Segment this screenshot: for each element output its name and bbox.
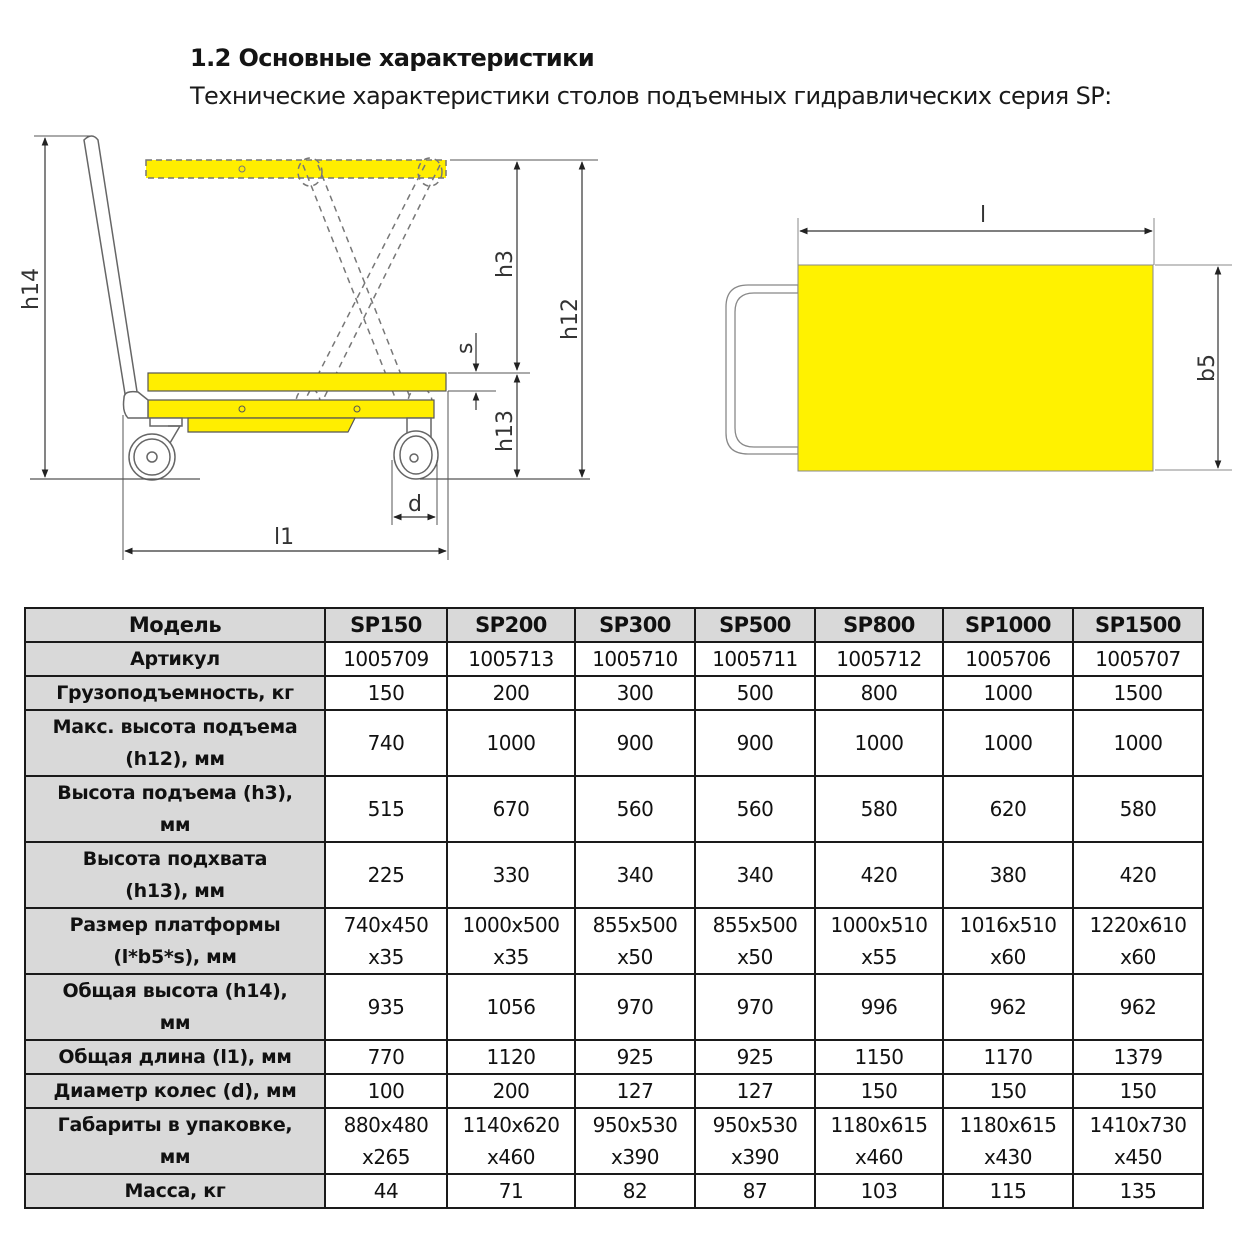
row-label-line: (h13), мм bbox=[125, 880, 225, 902]
cell-value: 1056 bbox=[486, 995, 536, 1019]
table-row bbox=[25, 908, 1203, 974]
cell-value: 87 bbox=[742, 1179, 768, 1203]
table-cell bbox=[325, 710, 447, 776]
cell-value: 1005706 bbox=[965, 647, 1051, 671]
label-h3: h3 bbox=[493, 250, 518, 278]
cell-value: 44 bbox=[373, 1179, 399, 1203]
table-cell bbox=[447, 1108, 575, 1174]
table-cell bbox=[815, 642, 943, 676]
table-cell bbox=[943, 974, 1073, 1040]
table-cell bbox=[1073, 908, 1203, 974]
table-cell bbox=[575, 974, 695, 1040]
table-cell bbox=[575, 776, 695, 842]
cell-value: 1500 bbox=[1113, 681, 1163, 705]
cell-value: 1005709 bbox=[343, 647, 429, 671]
table-cell bbox=[695, 1108, 815, 1174]
table-cell bbox=[447, 1040, 575, 1074]
header-model: SP1000 bbox=[943, 608, 1073, 642]
table-cell bbox=[325, 842, 447, 908]
table-cell bbox=[447, 776, 575, 842]
cell-value: 82 bbox=[622, 1179, 648, 1203]
handle bbox=[84, 136, 148, 418]
table-cell bbox=[943, 1040, 1073, 1074]
row-label-line: Грузоподъемность, кг bbox=[56, 682, 294, 704]
table-cell bbox=[815, 1040, 943, 1074]
base-frame bbox=[148, 400, 434, 418]
table-cell bbox=[447, 908, 575, 974]
table-header-row bbox=[25, 608, 1203, 642]
table-row bbox=[25, 642, 1203, 676]
label-l1: l1 bbox=[274, 525, 295, 550]
table-row bbox=[25, 974, 1203, 1040]
cell-value: 150 bbox=[989, 1079, 1027, 1103]
table-row bbox=[25, 676, 1203, 710]
table-row bbox=[25, 776, 1203, 842]
cell-value: x35 bbox=[368, 945, 404, 969]
table-cell bbox=[943, 842, 1073, 908]
row-label bbox=[25, 1108, 325, 1174]
table-cell bbox=[815, 710, 943, 776]
side-view bbox=[19, 136, 598, 560]
table-row bbox=[25, 1108, 1203, 1174]
top-handle bbox=[726, 285, 798, 454]
table-cell bbox=[1073, 1074, 1203, 1108]
cell-value: 950x530 bbox=[712, 1113, 798, 1137]
table-cell bbox=[325, 1040, 447, 1074]
cell-value: 1000x510 bbox=[830, 913, 928, 937]
cell-value: 1170 bbox=[983, 1045, 1033, 1069]
lift-table-diagram bbox=[0, 120, 1249, 580]
label-d: d bbox=[408, 492, 422, 517]
cell-value: 800 bbox=[860, 681, 898, 705]
row-label bbox=[25, 642, 325, 676]
cell-value: 127 bbox=[616, 1079, 654, 1103]
table-cell bbox=[1073, 1108, 1203, 1174]
table-cell bbox=[325, 676, 447, 710]
table-cell bbox=[943, 776, 1073, 842]
row-label bbox=[25, 710, 325, 776]
table-cell bbox=[1073, 776, 1203, 842]
row-label-line: (l*b5*s), мм bbox=[113, 946, 237, 968]
table-cell bbox=[943, 676, 1073, 710]
row-label-line: мм bbox=[159, 1146, 191, 1168]
table-cell bbox=[695, 710, 815, 776]
table-cell bbox=[1073, 676, 1203, 710]
raised-platform bbox=[146, 160, 446, 178]
cell-value: 340 bbox=[736, 863, 774, 887]
row-label-line: Артикул bbox=[130, 648, 220, 670]
cell-value: 620 bbox=[989, 797, 1027, 821]
header-model: SP800 bbox=[815, 608, 943, 642]
header-model: SP1500 bbox=[1073, 608, 1203, 642]
cell-value: 420 bbox=[1119, 863, 1157, 887]
cell-value: 950x530 bbox=[592, 1113, 678, 1137]
table-cell bbox=[325, 1074, 447, 1108]
table-cell bbox=[447, 676, 575, 710]
row-label bbox=[25, 1074, 325, 1108]
table-cell bbox=[1073, 642, 1203, 676]
cell-value: x450 bbox=[1113, 1145, 1162, 1169]
row-label-line: Габариты в упаковке, bbox=[57, 1114, 293, 1136]
row-label-line: Общая высота (h14), bbox=[62, 980, 288, 1002]
cell-value: 970 bbox=[616, 995, 654, 1019]
label-l: l bbox=[980, 203, 987, 228]
cell-value: 150 bbox=[1119, 1079, 1157, 1103]
cell-value: 330 bbox=[492, 863, 530, 887]
row-label bbox=[25, 908, 325, 974]
cell-value: 970 bbox=[736, 995, 774, 1019]
spec-table bbox=[24, 607, 1204, 1209]
table-cell bbox=[1073, 1174, 1203, 1208]
cell-value: 1005713 bbox=[468, 647, 554, 671]
lowered-platform bbox=[148, 373, 446, 391]
table-cell bbox=[695, 642, 815, 676]
table-cell bbox=[695, 974, 815, 1040]
cell-value: 740x450 bbox=[343, 913, 429, 937]
cell-value: 670 bbox=[492, 797, 530, 821]
cell-value: 1220x610 bbox=[1089, 913, 1187, 937]
table-cell bbox=[695, 676, 815, 710]
cell-value: 925 bbox=[616, 1045, 654, 1069]
table-cell bbox=[447, 710, 575, 776]
cell-value: 103 bbox=[860, 1179, 898, 1203]
table-cell bbox=[1073, 1040, 1203, 1074]
cell-value: x60 bbox=[990, 945, 1026, 969]
table-cell bbox=[575, 676, 695, 710]
row-label bbox=[25, 676, 325, 710]
cell-value: 1180x615 bbox=[959, 1113, 1057, 1137]
row-label bbox=[25, 776, 325, 842]
table-cell bbox=[695, 1174, 815, 1208]
table-cell bbox=[325, 642, 447, 676]
table-row bbox=[25, 710, 1203, 776]
cell-value: 962 bbox=[1119, 995, 1157, 1019]
table-cell bbox=[325, 908, 447, 974]
table-cell bbox=[695, 776, 815, 842]
cell-value: 150 bbox=[367, 681, 405, 705]
table-row bbox=[25, 1074, 1203, 1108]
cell-value: 1000 bbox=[1113, 731, 1163, 755]
table-cell bbox=[447, 842, 575, 908]
cell-value: x390 bbox=[610, 1145, 659, 1169]
cell-value: 1000 bbox=[854, 731, 904, 755]
table-cell bbox=[575, 842, 695, 908]
table-cell bbox=[325, 776, 447, 842]
table-cell bbox=[815, 908, 943, 974]
table-cell bbox=[815, 1174, 943, 1208]
table-cell bbox=[695, 1040, 815, 1074]
table-cell bbox=[943, 1108, 1073, 1174]
cell-value: 1180x615 bbox=[830, 1113, 928, 1137]
cell-value: x50 bbox=[617, 945, 653, 969]
cell-value: 300 bbox=[616, 681, 654, 705]
cell-value: 1150 bbox=[854, 1045, 904, 1069]
cell-value: 1120 bbox=[486, 1045, 536, 1069]
cell-value: 580 bbox=[860, 797, 898, 821]
table-cell bbox=[575, 908, 695, 974]
table-cell bbox=[815, 776, 943, 842]
cell-value: 340 bbox=[616, 863, 654, 887]
cell-value: 962 bbox=[989, 995, 1027, 1019]
table-cell bbox=[325, 1108, 447, 1174]
cell-value: 515 bbox=[367, 797, 405, 821]
table-cell bbox=[943, 1074, 1073, 1108]
row-label-line: Диаметр колес (d), мм bbox=[53, 1080, 297, 1102]
label-b5: b5 bbox=[1195, 354, 1220, 382]
cell-value: 100 bbox=[367, 1079, 405, 1103]
cell-value: 996 bbox=[860, 995, 898, 1019]
cell-value: 150 bbox=[860, 1079, 898, 1103]
table-cell bbox=[325, 974, 447, 1040]
cell-value: 925 bbox=[736, 1045, 774, 1069]
table-cell bbox=[575, 1074, 695, 1108]
table-cell bbox=[943, 642, 1073, 676]
row-label-line: мм bbox=[159, 814, 191, 836]
row-label-line: Высота подхвата bbox=[82, 848, 268, 870]
rear-wheel bbox=[394, 418, 438, 479]
cell-value: 1000 bbox=[983, 681, 1033, 705]
row-label-line: (h12), мм bbox=[125, 748, 225, 770]
table-cell bbox=[815, 974, 943, 1040]
table-cell bbox=[815, 1074, 943, 1108]
cell-value: 1000 bbox=[486, 731, 536, 755]
table-row bbox=[25, 1040, 1203, 1074]
table-cell bbox=[447, 1174, 575, 1208]
label-h13: h13 bbox=[493, 410, 518, 452]
row-label bbox=[25, 1040, 325, 1074]
header-model: SP150 bbox=[325, 608, 447, 642]
row-label-line: Высота подъема (h3), bbox=[57, 782, 293, 804]
cell-value: x35 bbox=[493, 945, 529, 969]
cell-value: 1005710 bbox=[592, 647, 678, 671]
label-s: s bbox=[453, 342, 478, 354]
row-label-line: Масса, кг bbox=[124, 1180, 226, 1202]
cell-value: x50 bbox=[737, 945, 773, 969]
cell-value: 855x500 bbox=[712, 913, 798, 937]
cell-value: 1005711 bbox=[712, 647, 798, 671]
cell-value: 1016x510 bbox=[959, 913, 1057, 937]
cell-value: 71 bbox=[498, 1179, 524, 1203]
header-label: Модель bbox=[25, 608, 325, 642]
cell-value: 1410x730 bbox=[1089, 1113, 1187, 1137]
cell-value: x390 bbox=[730, 1145, 779, 1169]
row-label-line: Макс. высота подъема bbox=[52, 716, 298, 738]
cell-value: 1379 bbox=[1113, 1045, 1163, 1069]
cell-value: 500 bbox=[736, 681, 774, 705]
cell-value: 855x500 bbox=[592, 913, 678, 937]
cell-value: 900 bbox=[736, 731, 774, 755]
cell-value: 880x480 bbox=[343, 1113, 429, 1137]
row-label-line: мм bbox=[159, 1012, 191, 1034]
top-view bbox=[726, 203, 1232, 471]
cell-value: 740 bbox=[367, 731, 405, 755]
row-label bbox=[25, 974, 325, 1040]
table-cell bbox=[815, 842, 943, 908]
table-cell bbox=[447, 974, 575, 1040]
table-cell bbox=[575, 642, 695, 676]
label-h14: h14 bbox=[19, 268, 44, 310]
table-cell bbox=[575, 1040, 695, 1074]
table-cell bbox=[1073, 974, 1203, 1040]
cell-value: 200 bbox=[492, 681, 530, 705]
cell-value: 1005707 bbox=[1095, 647, 1181, 671]
section-heading: 1.2 Основные характеристики bbox=[190, 44, 595, 72]
table-cell bbox=[943, 710, 1073, 776]
table-cell bbox=[447, 1074, 575, 1108]
header-model: SP500 bbox=[695, 608, 815, 642]
row-label-line: Общая длина (l1), мм bbox=[58, 1046, 292, 1068]
label-h12: h12 bbox=[558, 298, 583, 340]
cell-value: 1140x620 bbox=[462, 1113, 560, 1137]
table-cell bbox=[695, 1074, 815, 1108]
table-cell bbox=[1073, 710, 1203, 776]
header-model: SP300 bbox=[575, 608, 695, 642]
cell-value: 560 bbox=[736, 797, 774, 821]
cell-value: 115 bbox=[989, 1179, 1027, 1203]
row-label-line: Размер платформы bbox=[69, 914, 281, 936]
table-cell bbox=[1073, 842, 1203, 908]
table-cell bbox=[943, 1174, 1073, 1208]
table-row bbox=[25, 842, 1203, 908]
table-cell bbox=[575, 1108, 695, 1174]
cell-value: x460 bbox=[486, 1145, 535, 1169]
cell-value: 580 bbox=[1119, 797, 1157, 821]
table-cell bbox=[575, 710, 695, 776]
cell-value: x55 bbox=[861, 945, 897, 969]
table-cell bbox=[325, 1174, 447, 1208]
cell-value: 1000 bbox=[983, 731, 1033, 755]
table-cell bbox=[447, 642, 575, 676]
cell-value: x265 bbox=[361, 1145, 410, 1169]
table-cell bbox=[943, 908, 1073, 974]
cell-value: 420 bbox=[860, 863, 898, 887]
row-label bbox=[25, 1174, 325, 1208]
top-platform bbox=[798, 265, 1153, 471]
table-cell bbox=[695, 908, 815, 974]
table-cell bbox=[575, 1174, 695, 1208]
table-cell bbox=[815, 676, 943, 710]
cell-value: 900 bbox=[616, 731, 654, 755]
cell-value: 560 bbox=[616, 797, 654, 821]
cell-value: 200 bbox=[492, 1079, 530, 1103]
cell-value: 127 bbox=[736, 1079, 774, 1103]
cell-value: 380 bbox=[989, 863, 1027, 887]
table-cell bbox=[815, 1108, 943, 1174]
header-model: SP200 bbox=[447, 608, 575, 642]
cell-value: 770 bbox=[367, 1045, 405, 1069]
table-cell bbox=[695, 842, 815, 908]
cell-value: x60 bbox=[1120, 945, 1156, 969]
cell-value: 225 bbox=[367, 863, 405, 887]
cell-value: x430 bbox=[983, 1145, 1032, 1169]
section-subheading: Технические характеристики столов подъемных гидравлических серия SP: bbox=[190, 82, 1112, 110]
table-row bbox=[25, 1174, 1203, 1208]
cell-value: 935 bbox=[367, 995, 405, 1019]
cell-value: 1000x500 bbox=[462, 913, 560, 937]
front-wheel bbox=[129, 418, 182, 480]
cell-value: 1005712 bbox=[836, 647, 922, 671]
cell-value: 135 bbox=[1119, 1179, 1157, 1203]
cell-value: x460 bbox=[854, 1145, 903, 1169]
row-label bbox=[25, 842, 325, 908]
